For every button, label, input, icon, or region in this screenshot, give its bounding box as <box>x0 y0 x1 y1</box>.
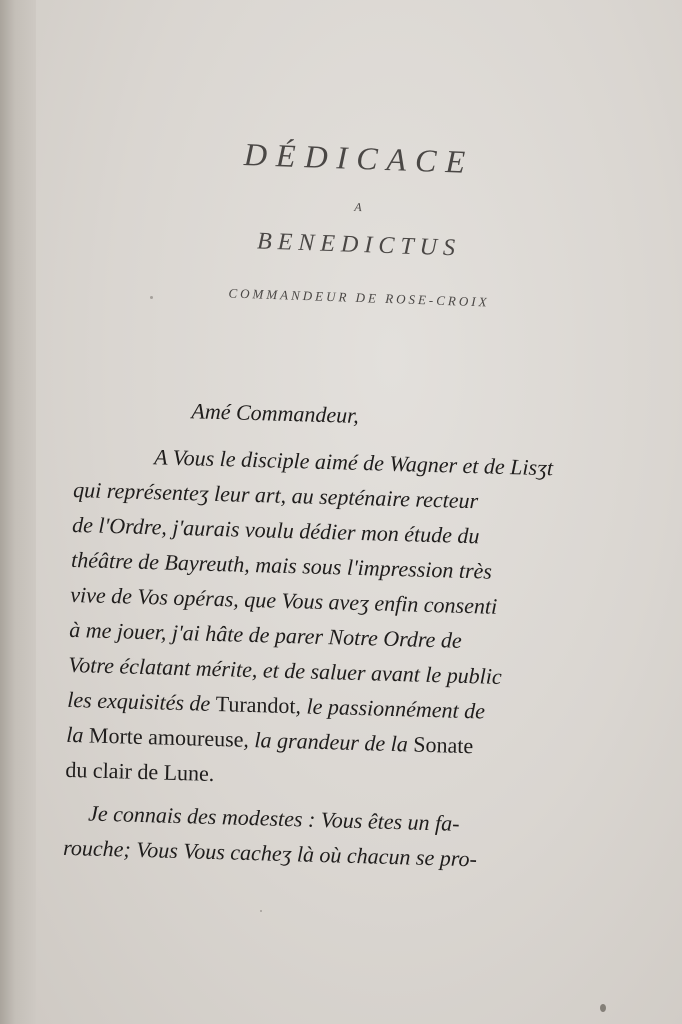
dedication-preposition: A <box>354 199 364 215</box>
left-page-edge <box>0 0 40 1024</box>
work-title-sonate: Sonate <box>412 731 474 759</box>
paper-speck <box>150 296 153 299</box>
text-line: vive de Vos opéras, que Vous aveʒ enfin consenti <box>69 581 498 619</box>
salutation: Amé Commandeur, <box>191 398 360 428</box>
text-line: théâtre de Bayreuth, mais sous l'impression très <box>70 546 493 584</box>
dedication-title: DÉDICACE <box>243 135 475 181</box>
text-line: rouche; Vous Vous cacheʒ là où chacun se pro- <box>62 834 478 872</box>
dedicatee-subtitle: COMMANDEUR DE ROSE-CROIX <box>228 285 490 310</box>
text-line: A Vous le disciple aimé de Wagner et de Lisʒt <box>153 444 554 481</box>
text-fragment: les exquisités de <box>67 686 217 717</box>
text-fragment: la <box>66 721 90 748</box>
text-line: du clair de Lune. <box>65 756 215 787</box>
text-line: Votre éclatant mérite, et de saluer avant le public <box>67 651 503 689</box>
book-page <box>36 0 682 1024</box>
dedicatee-name: BENEDICTUS <box>256 228 462 262</box>
paper-speck <box>600 1004 606 1012</box>
text-line: à me jouer, j'ai hâte de parer Notre Ordre de <box>68 616 463 653</box>
text-line: qui représenteʒ leur art, au septénaire recteur <box>72 476 479 514</box>
paper-speck <box>260 910 262 912</box>
work-title-turandot: Turandot <box>215 691 296 719</box>
work-title-morte-amoureuse: Morte amoureuse <box>88 722 244 752</box>
dedication-text <box>63 390 636 880</box>
text-fragment: , la grandeur de la <box>243 726 414 757</box>
text-line: de l'Ordre, j'aurais voulu dédier mon étude du <box>71 511 480 549</box>
text-line: Je connais des modestes : Vous êtes un fa- <box>87 800 460 836</box>
text-fragment: , le passionnément de <box>295 693 486 724</box>
